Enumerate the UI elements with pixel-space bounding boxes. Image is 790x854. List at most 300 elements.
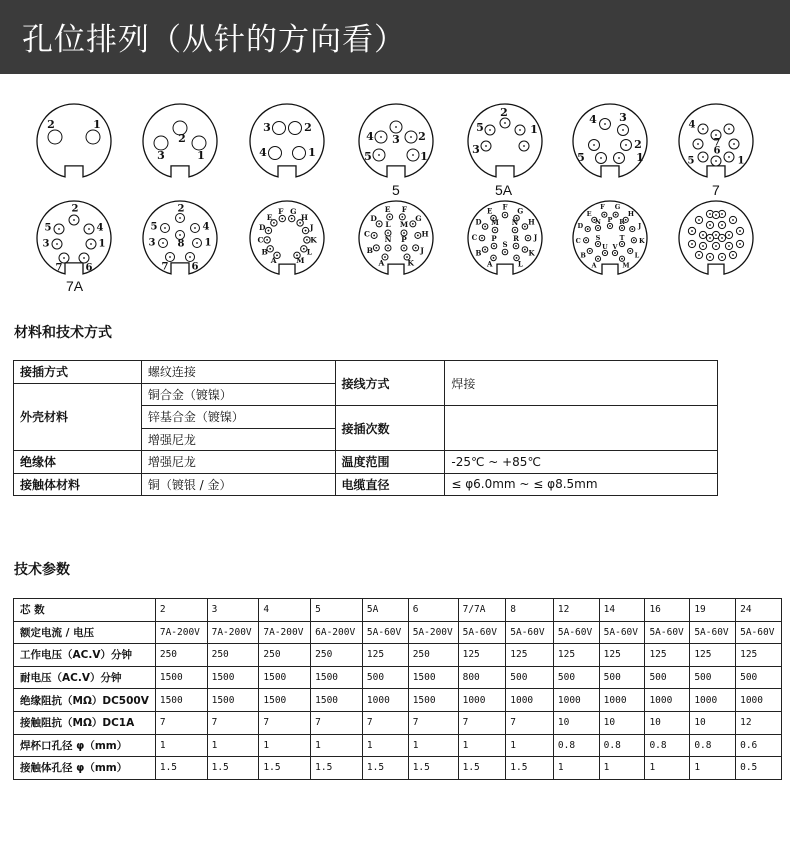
spec-row-label: 耐电压（AC.V）分钟 bbox=[14, 666, 156, 689]
pin-hole bbox=[479, 235, 485, 241]
spec-row-label: 额定电流 / 电压 bbox=[14, 621, 156, 644]
spec-cell: 0.8 bbox=[599, 734, 645, 757]
pin-hole bbox=[706, 221, 713, 228]
spec-cell: 7 bbox=[458, 711, 506, 734]
mat-label2: 接线方式 bbox=[335, 361, 445, 406]
pin-label: J bbox=[533, 233, 538, 242]
spec-cell: 7 bbox=[155, 711, 207, 734]
pin-label: R bbox=[619, 218, 625, 226]
pin-hole bbox=[619, 241, 624, 246]
pin-hole bbox=[492, 227, 498, 233]
pin-label: 1 bbox=[93, 118, 101, 131]
spec-cell: 250 bbox=[259, 644, 311, 667]
pin-label: F bbox=[401, 204, 408, 214]
pin-hole bbox=[159, 239, 168, 248]
pin-label: 3 bbox=[472, 143, 480, 156]
pin-label: 1 bbox=[420, 150, 428, 163]
pin-label: N bbox=[595, 218, 601, 226]
pin-hole bbox=[304, 237, 310, 243]
pin-hole bbox=[619, 256, 624, 261]
spec-cell: 1500 bbox=[408, 666, 458, 689]
pin-label: F bbox=[502, 202, 508, 212]
pin-hole bbox=[618, 125, 629, 136]
spec-cell: 7 bbox=[311, 711, 363, 734]
spec-cell: 125 bbox=[645, 644, 690, 667]
pin-hole bbox=[69, 215, 79, 225]
pin-label: M bbox=[622, 261, 630, 270]
pin-label: 1 bbox=[197, 149, 205, 162]
table-row bbox=[14, 666, 782, 689]
spec-cell: 1500 bbox=[155, 666, 207, 689]
spec-cell: 1 bbox=[599, 757, 645, 780]
spec-cell: 5A-60V bbox=[645, 621, 690, 644]
pin-hole bbox=[724, 124, 734, 134]
pin-label: 1 bbox=[530, 123, 538, 136]
pin-hole bbox=[59, 253, 69, 263]
pin-label: 3 bbox=[263, 121, 271, 134]
spec-cell: 125 bbox=[690, 644, 736, 667]
spec-cell: 16 bbox=[645, 599, 690, 622]
pin-hole bbox=[619, 225, 624, 230]
pin-hole bbox=[621, 140, 632, 151]
pin-label: K bbox=[638, 237, 645, 246]
pin-label: H bbox=[627, 209, 634, 218]
pin-label: 7 bbox=[713, 137, 721, 149]
spec-cell: 10 bbox=[690, 711, 736, 734]
pin-hole bbox=[602, 250, 607, 255]
pin-label: E bbox=[487, 206, 493, 216]
pin-label: 1 bbox=[636, 151, 644, 164]
pin-hole bbox=[596, 153, 607, 164]
spec-cell: 6 bbox=[408, 599, 458, 622]
connector-24-pin bbox=[675, 197, 757, 279]
connector-caption: 7 bbox=[712, 182, 720, 198]
connector-caption: 5 bbox=[392, 182, 400, 198]
pin-hole bbox=[706, 253, 713, 260]
pin-hole bbox=[699, 231, 706, 238]
pin-hole bbox=[736, 227, 743, 234]
spec-row-label: 工作电压（AC.V）分钟 bbox=[14, 644, 156, 667]
pin-label: 4 bbox=[259, 146, 267, 159]
pin-hole bbox=[688, 240, 695, 247]
spec-cell: 1.5 bbox=[311, 757, 363, 780]
pin-label: H bbox=[421, 229, 429, 239]
spec-cell: 1500 bbox=[311, 666, 363, 689]
pin-label: 6 bbox=[191, 261, 199, 273]
mat-label2: 电缆直径 bbox=[335, 473, 445, 496]
pin-label: 5 bbox=[150, 221, 158, 233]
pin-hole bbox=[718, 253, 725, 260]
pin-hole bbox=[729, 139, 739, 149]
spec-cell: 5A-60V bbox=[553, 621, 599, 644]
pin-label: C bbox=[363, 229, 370, 239]
pin-hole bbox=[267, 246, 273, 252]
spec-cell: 1 bbox=[155, 734, 207, 757]
table-row bbox=[14, 734, 782, 757]
pin-label: 4 bbox=[202, 221, 210, 233]
spec-cell: 10 bbox=[553, 711, 599, 734]
connector-caption: 7A bbox=[66, 278, 84, 294]
pin-hole bbox=[587, 248, 592, 253]
spec-cell: 7 bbox=[207, 711, 259, 734]
mat-value2: -25℃ ~ +85℃ bbox=[445, 451, 718, 474]
spec-cell: 12 bbox=[553, 599, 599, 622]
pin-hole bbox=[293, 147, 306, 160]
pin-label: P bbox=[607, 216, 613, 224]
spec-cell: 5A-200V bbox=[408, 621, 458, 644]
specs-section-title: 技术参数 bbox=[14, 562, 70, 578]
pin-hole bbox=[699, 242, 706, 249]
pin-hole bbox=[376, 221, 382, 227]
spec-cell: 1 bbox=[553, 757, 599, 780]
pin-hole bbox=[502, 212, 508, 218]
pin-hole bbox=[628, 248, 633, 253]
spec-cell: 125 bbox=[362, 644, 408, 667]
pin-label: 2 bbox=[634, 138, 642, 151]
pin-label: G bbox=[517, 206, 524, 216]
pin-label: 6 bbox=[85, 262, 93, 274]
spec-cell: 250 bbox=[311, 644, 363, 667]
pin-hole bbox=[407, 149, 419, 161]
pin-label: 5 bbox=[476, 121, 484, 134]
spec-cell: 12 bbox=[736, 711, 782, 734]
pin-label: 1 bbox=[204, 237, 212, 249]
pin-label: T bbox=[619, 234, 625, 242]
mat-value: 锌基合金（镀镍） bbox=[141, 406, 335, 429]
pin-hole bbox=[48, 130, 62, 144]
pin-label: 3 bbox=[619, 111, 627, 124]
spec-cell: 7A-200V bbox=[155, 621, 207, 644]
spec-cell: 1000 bbox=[506, 689, 554, 712]
pin-hole bbox=[273, 122, 286, 135]
pin-label: 2 bbox=[304, 121, 312, 134]
pin-hole bbox=[481, 141, 491, 151]
pin-label: S bbox=[502, 240, 508, 249]
pin-hole bbox=[385, 245, 391, 251]
pin-label: B bbox=[580, 251, 586, 260]
connector-7-pin bbox=[675, 100, 757, 182]
table-row bbox=[14, 451, 718, 474]
spec-row-label: 接触体孔径 φ（mm） bbox=[14, 757, 156, 780]
spec-cell: 14 bbox=[599, 599, 645, 622]
pin-label: F bbox=[600, 202, 605, 211]
page-title: 孔位排列（从针的方向看） bbox=[22, 22, 406, 58]
spec-cell: 2 bbox=[155, 599, 207, 622]
pin-label: F bbox=[278, 207, 284, 217]
pin-label: 1 bbox=[308, 146, 316, 159]
pin-label: 5 bbox=[44, 222, 52, 234]
spec-cell: 125 bbox=[553, 644, 599, 667]
pin-hole bbox=[279, 215, 285, 221]
spec-cell: 1500 bbox=[155, 689, 207, 712]
spec-cell: 7A-200V bbox=[207, 621, 259, 644]
pin-hole bbox=[192, 136, 206, 150]
pin-label: R bbox=[513, 234, 519, 243]
pin-label: 2 bbox=[177, 203, 185, 215]
pin-label: 3 bbox=[42, 238, 50, 250]
pin-hole bbox=[513, 243, 519, 249]
spec-cell: 500 bbox=[645, 666, 690, 689]
pin-hole bbox=[161, 224, 170, 233]
pin-hole bbox=[84, 224, 94, 234]
spec-cell: 250 bbox=[408, 644, 458, 667]
connector-2-pin bbox=[33, 100, 115, 182]
pin-layout-diagrams bbox=[0, 90, 790, 300]
pin-label: A bbox=[270, 256, 277, 266]
pin-hole bbox=[176, 214, 185, 223]
connector-5-pin bbox=[355, 100, 437, 182]
spec-cell: 1 bbox=[311, 734, 363, 757]
pin-label: V bbox=[612, 243, 618, 251]
spec-cell: 1500 bbox=[259, 666, 311, 689]
connector-7A-pin bbox=[33, 197, 115, 279]
table-row bbox=[14, 711, 782, 734]
pin-label: L bbox=[517, 259, 523, 269]
pin-label: G bbox=[415, 214, 422, 224]
spec-cell: 250 bbox=[155, 644, 207, 667]
pin-label: M bbox=[296, 256, 305, 266]
pin-hole bbox=[415, 232, 421, 238]
spec-cell: 1 bbox=[207, 734, 259, 757]
pin-label: 4 bbox=[589, 113, 597, 126]
spec-cell: 0.6 bbox=[736, 734, 782, 757]
pin-hole bbox=[595, 241, 600, 246]
spec-cell: 500 bbox=[553, 666, 599, 689]
pin-label: K bbox=[407, 258, 414, 268]
pin-hole bbox=[191, 224, 200, 233]
pin-hole bbox=[585, 226, 590, 231]
pin-hole bbox=[589, 140, 600, 151]
spec-cell: 125 bbox=[736, 644, 782, 667]
spec-cell: 1 bbox=[690, 757, 736, 780]
table-row bbox=[14, 689, 782, 712]
spec-cell: 1 bbox=[458, 734, 506, 757]
mat-value: 增强尼龙 bbox=[141, 428, 335, 451]
table-row bbox=[14, 599, 782, 622]
pin-label: B bbox=[475, 248, 482, 258]
pin-hole bbox=[631, 238, 636, 243]
spec-cell: 1500 bbox=[207, 689, 259, 712]
pin-label: M bbox=[491, 218, 499, 227]
spec-cell: 24 bbox=[736, 599, 782, 622]
pin-hole bbox=[698, 152, 708, 162]
pin-label: 2 bbox=[47, 118, 55, 131]
spec-cell: 7A-200V bbox=[259, 621, 311, 644]
spec-cell: 500 bbox=[690, 666, 736, 689]
page-header bbox=[0, 0, 790, 74]
mat-label2: 温度范围 bbox=[335, 451, 445, 474]
pin-hole bbox=[693, 139, 703, 149]
pin-label: C bbox=[257, 235, 264, 245]
pin-hole bbox=[718, 221, 725, 228]
pin-hole bbox=[729, 251, 736, 258]
table-row bbox=[14, 361, 718, 384]
pin-label: G bbox=[290, 207, 297, 217]
pin-label: D bbox=[577, 222, 584, 231]
pin-label: 5 bbox=[364, 150, 372, 163]
pin-hole bbox=[711, 156, 721, 166]
connector-14-pin bbox=[355, 197, 437, 279]
pin-label: 4 bbox=[366, 130, 374, 143]
connector-19-pin bbox=[569, 197, 651, 279]
pin-label: P bbox=[491, 234, 497, 243]
pin-label: A bbox=[378, 258, 385, 268]
mat-value2: ≤ φ6.0mm ~ ≤ φ8.5mm bbox=[445, 473, 718, 496]
spec-cell: 1.5 bbox=[506, 757, 554, 780]
mat-label: 接触体材料 bbox=[14, 473, 142, 496]
pin-label: B bbox=[366, 246, 374, 256]
spec-cell: 1500 bbox=[207, 666, 259, 689]
pin-label: N bbox=[384, 235, 392, 244]
pin-label: J bbox=[638, 222, 642, 231]
pin-label: 7 bbox=[161, 261, 169, 273]
pin-hole bbox=[522, 247, 528, 253]
connector-6-pin bbox=[569, 100, 651, 182]
spec-cell: 800 bbox=[458, 666, 506, 689]
pin-label: P bbox=[401, 235, 407, 244]
pin-hole bbox=[373, 245, 379, 251]
pin-label: G bbox=[614, 202, 621, 211]
pin-label: 2 bbox=[71, 203, 79, 215]
pin-hole bbox=[729, 216, 736, 223]
spec-cell: 125 bbox=[506, 644, 554, 667]
spec-row-label: 接触阻抗（MΩ）DC1A bbox=[14, 711, 156, 734]
pin-hole bbox=[612, 250, 617, 255]
pin-label: 3 bbox=[157, 149, 165, 162]
pin-hole bbox=[607, 223, 612, 228]
pin-hole bbox=[584, 238, 589, 243]
pin-hole bbox=[695, 216, 702, 223]
pin-hole bbox=[86, 130, 100, 144]
spec-cell: 1500 bbox=[408, 689, 458, 712]
spec-cell: 19 bbox=[690, 599, 736, 622]
mat-label2: 接插次数 bbox=[335, 406, 445, 451]
pin-hole bbox=[712, 211, 719, 218]
pin-hole bbox=[595, 256, 600, 261]
pin-label: H bbox=[528, 217, 535, 227]
pin-label: 6 bbox=[713, 145, 721, 157]
pin-label: 8 bbox=[177, 238, 185, 250]
pin-label: U bbox=[602, 243, 608, 251]
pin-hole bbox=[512, 227, 518, 233]
spec-cell: 1500 bbox=[311, 689, 363, 712]
spec-cell: 7 bbox=[408, 711, 458, 734]
spec-row-label: 绝缘阻抗（MΩ）DC500V bbox=[14, 689, 156, 712]
spec-cell: 1000 bbox=[553, 689, 599, 712]
spec-cell: 10 bbox=[645, 711, 690, 734]
pin-hole bbox=[688, 227, 695, 234]
spec-cell: 3 bbox=[207, 599, 259, 622]
pin-label: 4 bbox=[96, 222, 104, 234]
pin-label: A bbox=[591, 261, 597, 270]
pin-hole bbox=[712, 242, 719, 249]
spec-cell: 1000 bbox=[736, 689, 782, 712]
pin-label: J bbox=[309, 223, 314, 233]
pin-hole bbox=[86, 239, 96, 249]
pin-hole bbox=[614, 153, 625, 164]
pin-label: M bbox=[399, 220, 409, 229]
pin-hole bbox=[613, 212, 618, 217]
pin-label: E bbox=[266, 212, 273, 222]
pin-label: C bbox=[575, 237, 581, 246]
spec-cell: 0.8 bbox=[645, 734, 690, 757]
pin-label: E bbox=[586, 209, 592, 218]
pin-hole bbox=[706, 234, 713, 241]
pin-label: 3 bbox=[148, 237, 156, 249]
spec-cell: 1000 bbox=[645, 689, 690, 712]
spec-cell: 500 bbox=[599, 666, 645, 689]
table-row bbox=[14, 644, 782, 667]
spec-cell: 500 bbox=[362, 666, 408, 689]
table-row bbox=[14, 621, 782, 644]
spec-row-label: 焊杯口孔径 φ（mm） bbox=[14, 734, 156, 757]
spec-cell: 1 bbox=[506, 734, 554, 757]
spec-cell: 1 bbox=[362, 734, 408, 757]
spec-cell: 1.5 bbox=[155, 757, 207, 780]
spec-cell: 1.5 bbox=[362, 757, 408, 780]
pin-label: 2 bbox=[500, 106, 508, 119]
pin-hole bbox=[630, 226, 635, 231]
pin-hole bbox=[602, 212, 607, 217]
pin-hole bbox=[166, 253, 175, 262]
pin-hole bbox=[485, 125, 495, 135]
spec-cell: 5A-60V bbox=[599, 621, 645, 644]
pin-hole bbox=[186, 253, 195, 262]
pin-label: S bbox=[595, 234, 601, 242]
mat-value: 螺纹连接 bbox=[141, 361, 335, 384]
connector-16-pin bbox=[464, 197, 546, 279]
spec-cell: 1.5 bbox=[408, 757, 458, 780]
pin-label: D bbox=[370, 214, 377, 224]
pin-hole bbox=[390, 121, 402, 133]
table-row bbox=[14, 473, 718, 496]
pin-label: K bbox=[310, 235, 317, 245]
pin-hole bbox=[54, 224, 64, 234]
pin-label: D bbox=[259, 223, 266, 233]
pin-label: 2 bbox=[418, 130, 426, 143]
pin-hole bbox=[154, 136, 168, 150]
pin-hole bbox=[725, 242, 732, 249]
pin-label: L bbox=[634, 251, 640, 260]
pin-hole bbox=[695, 251, 702, 258]
pin-hole bbox=[302, 227, 308, 233]
pin-label: 7 bbox=[55, 262, 63, 274]
pin-hole bbox=[724, 152, 734, 162]
pin-label: L bbox=[385, 220, 391, 229]
mat-label: 绝缘体 bbox=[14, 451, 142, 474]
pin-label: C bbox=[471, 233, 478, 242]
pin-hole bbox=[269, 147, 282, 160]
pin-label: 2 bbox=[178, 132, 186, 145]
pin-hole bbox=[736, 240, 743, 247]
spec-row-label: 芯 数 bbox=[14, 599, 156, 622]
connector-12-pin bbox=[246, 197, 328, 279]
spec-cell: 1000 bbox=[362, 689, 408, 712]
spec-cell: 1000 bbox=[690, 689, 736, 712]
pin-label: 5 bbox=[577, 151, 585, 164]
spec-cell: 125 bbox=[599, 644, 645, 667]
pin-hole bbox=[52, 239, 62, 249]
pin-label: N bbox=[511, 218, 519, 227]
pin-hole bbox=[718, 234, 725, 241]
pin-label: J bbox=[420, 246, 424, 256]
spec-cell: 500 bbox=[506, 666, 554, 689]
spec-cell: 7 bbox=[259, 711, 311, 734]
materials-section-title: 材料和技术方式 bbox=[14, 325, 112, 341]
pin-label: D bbox=[475, 217, 482, 227]
spec-cell: 0.8 bbox=[690, 734, 736, 757]
spec-cell: 5 bbox=[311, 599, 363, 622]
